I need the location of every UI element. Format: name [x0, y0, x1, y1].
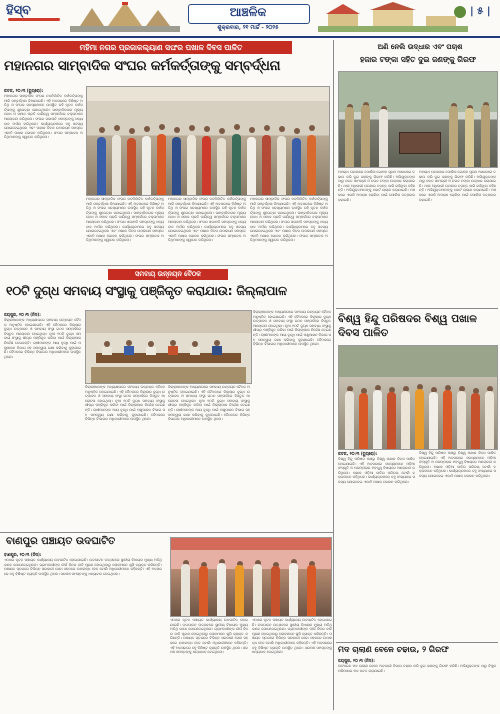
story3-body-col2: ଜିଲ୍ଲାପାଳଙ୍କ ଅଧ୍ୟକ୍ଷତାରେ ସମବାୟ ଉନ୍ନୟନ ବୈଠକ ଅନୁଷ୍ଠିତ ହୋଇଯାଇଛି। ଏହି ବୈଠକରେ ଜିଲ୍ଲାର ଦୁଗ୍ଧ ଉତ୍ପାଦନ ଓ ସମବାୟ ସଂସ୍ଥା ଗଠନ ସମ୍ପର୍କରେ ବିସ୍ତୃତ ଆଲୋଚନା ହୋଇଥିଲା। ନୂଆ ୧୦ଟି ଦୁଗ୍ଧ ସମବାୟ ସଂସ୍ଥାକୁ ଶୀଘ୍ର ପଞ୍ଜିକୃତ କରିବା ପାଇଁ ଜିଲ୍ଲାପାଳ ନିର୍ଦ୍ଦେଶ ଦେଇଛନ୍ତି। ଚାଷୀମାନଙ୍କ ଆୟ ବୃଦ୍ଧି ପାଇଁ ପଶୁପାଳନ ବିଭାଗ ସହ ସମନ୍ୱୟ ରକ୍ଷା କରିବାକୁ କୁହାଯାଇଛି। ବୈଠକରେ ବିଭିନ୍ନ ବିଭାଗର ଅଧିକାରୀମାନେ ଉପସ୍ଥିତ ଥିଲେ। [85, 385, 165, 422]
section-divider-4 [336, 642, 498, 643]
story4-group-photo [338, 345, 498, 450]
story4-body-col2: ବିଶ୍ୱ ହିନ୍ଦୁ ପରିଷଦ ପକ୍ଷରୁ ବିଶ୍ୱ ପଖାଳ ଦିବସ ପାଳିତ ହୋଇଯାଇଛି। ଏହି ଅବସରରେ ସଦସ୍ୟମାନେ ଓଡ଼ିଆ ସଂସ୍କୃତି ଓ ପରମ୍ପରାର ମହତ୍ତ୍ୱ ବିଷୟରେ ଆଲୋଚନା କରିଥିଲେ। ପଖାଳ ଓଡ଼ିଆ ଜାତିର ପରିଚୟ ବୋଲି ବକ୍ତାମାନେ କହିଥିଲେ। କାର୍ଯ୍ୟକ୍ରମରେ ବହୁ ସଂଖ୍ୟାରେ ସଦସ୍ୟ ଯୋଗଦେଇ ଏକାଠି ପଖାଳ ଭୋଜନ କରିଥିଲେ। [419, 451, 496, 478]
story5-body-col3: ଏଠାରେ ନୂତନ ପଞ୍ଚାୟତ କାର୍ଯ୍ୟାଳୟ ଉଦଘାଟିତ ହୋଇଯାଇଛି। ଉଦଘାଟନ ଉତ୍ସବରେ ସ୍ଥାନୀୟ ବିଧାୟକ ମୁଖ୍ୟ ଅତିଥି ଭାବେ ଯୋଗଦେଇଥିଲେ। ଗ୍ରାମବାସୀଙ୍କ ଦୀର୍ଘ ଦିନର ଦାବି ପୂରଣ ହୋଇଥିବାରୁ ଲୋକମାନେ ଖୁସି ବ୍ୟକ୍ତ କରିଛନ୍ତି। ପଞ୍ଚାୟତ ସ୍ତରରେ ବିଭିନ୍ନ ସରକାରୀ ସେବା ସହଜରେ ଉପଲବ୍ଧ ହେବ ବୋଲି ଅଧିକାରୀମାନେ କହିଛନ୍ତି। ଏହି ଅବସରରେ ବହୁ ବିଶିଷ୍ଟ ବ୍ୟକ୍ତି ଉପସ୍ଥିତ ଥିଲେ। ସରପଞ୍ଚ ସମସ୍ତଙ୍କୁ ଧନ୍ୟବାଦ ଦେଇଥିଲେ। [252, 618, 332, 655]
story2-body-col2: ଅପରାଧ ଘଟଣାରେ ପୋଲିସ ଗୋପନ ସୂଚନା ଆଧାରରେ ଚଢାଉ କରି ଦୁଇ ଜଣଙ୍କୁ ଗିରଫ କରିଛି। ଅଭିଯୁକ୍ତଙ୍କ ଠାରୁ ଜବତ ସାମଗ୍ରୀ ଓ ନଗଦ ଟଙ୍କା ଉଦ୍ଧାର କରାଯାଇଛି। ଥାନା ଅଧିକାରୀ ଘଟଣାର ତଦନ୍ତ ଜାରି ରଖିଥିବା କହିଛନ୍ତି। ଅଭିଯୁକ୍ତମାନଙ୍କୁ କୋର୍ଟ ଚାଲାଣ କରାଯାଇଛି। ଅଞ୍ଚଳରେ ଏଭଳି ଅପରାଧ ରୋକିବା ପାଇଁ ପୋଲିସ ତତ୍ପରତା ବଢାଇଛି। [419, 170, 496, 202]
page-number: | ୫ | [470, 6, 491, 17]
story1-group-photo [86, 86, 330, 196]
section-divider-3 [0, 532, 333, 533]
story4-body-col1: ବିଶ୍ୱ ହିନ୍ଦୁ ପରିଷଦ ପକ୍ଷରୁ ବିଶ୍ୱ ପଖାଳ ଦିବସ ପାଳିତ ହୋଇଯାଇଛି। ଏହି ଅବସରରେ ସଦସ୍ୟମାନେ ଓଡ଼ିଆ ସଂସ୍କୃତି ଓ ପରମ୍ପରାର ମହତ୍ତ୍ୱ ବିଷୟରେ ଆଲୋଚନା କରିଥିଲେ। ପଖାଳ ଓଡ଼ିଆ ଜାତିର ପରିଚୟ ବୋଲି ବକ୍ତାମାନେ କହିଥିଲେ। କାର୍ଯ୍ୟକ୍ରମରେ ବହୁ ସଂଖ୍ୟାରେ ସଦସ୍ୟ ଯୋଗଦେଇ ଏକାଠି ପଖାଳ ଭୋଜନ କରିଥିଲେ। [338, 457, 415, 484]
story1-banner-text: ମହିମା ନଗର ପ୍ରଜାକଲ୍ୟାଣ ସଙ୍ଘର ପଖାଳ ଦିବସ ପାଳିତ [79, 43, 243, 52]
story3-body-col1: ଜିଲ୍ଲାପାଳଙ୍କ ଅଧ୍ୟକ୍ଷତାରେ ସମବାୟ ଉନ୍ନୟନ ବୈଠକ ଅନୁଷ୍ଠିତ ହୋଇଯାଇଛି। ଏହି ବୈଠକରେ ଜିଲ୍ଲାର ଦୁଗ୍ଧ ଉତ୍ପାଦନ ଓ ସମବାୟ ସଂସ୍ଥା ଗଠନ ସମ୍ପର୍କରେ ବିସ୍ତୃତ ଆଲୋଚନା ହୋଇଥିଲା। ନୂଆ ୧୦ଟି ଦୁଗ୍ଧ ସମବାୟ ସଂସ୍ଥାକୁ ଶୀଘ୍ର ପଞ୍ଜିକୃତ କରିବା ପାଇଁ ଜିଲ୍ଲାପାଳ ନିର୍ଦ୍ଦେଶ ଦେଇଛନ୍ତି। ଚାଷୀମାନଙ୍କ ଆୟ ବୃଦ୍ଧି ପାଇଁ ପଶୁପାଳନ ବିଭାଗ ସହ ସମନ୍ୱୟ ରକ୍ଷା କରିବାକୁ କୁହାଯାଇଛି। ବୈଠକରେ ବିଭିନ୍ନ ବିଭାଗର ଅଧିକାରୀମାନେ ଉପସ୍ଥିତ ଥିଲେ। [4, 318, 81, 359]
masthead-rule [0, 36, 500, 38]
section-divider-1 [0, 265, 333, 266]
story2-headline: ହଜାର ଟଙ୍କା ସହିତ ଦୁଇ ଜଣଙ୍କୁ ଗିରଫ [360, 55, 476, 64]
story6-headline: ମଦ ଚାଲାଣ ବେଳେ ଚଢାଉ, ୨ ଗିରଫ [338, 645, 449, 654]
story1-headline: ମହାନଗର ସାମ୍ବାଦିକ ସଂଘର କର୍ମକର୍ତ୍ତାଙ୍କୁ ସମ୍ବର୍ଦ୍ଧନା [4, 58, 281, 74]
story3-headline: ୧୦ଟି ଦୁଗ୍ଧ ସମବାୟ ସଂସ୍ଥାକୁ ପଞ୍ଜିକୃତ କରାଯାଉ: ଜିଲ୍ଲାପାଳ [6, 283, 287, 298]
story5-body-col2: ଏଠାରେ ନୂତନ ପଞ୍ଚାୟତ କାର୍ଯ୍ୟାଳୟ ଉଦଘାଟିତ ହୋଇଯାଇଛି। ଉଦଘାଟନ ଉତ୍ସବରେ ସ୍ଥାନୀୟ ବିଧାୟକ ମୁଖ୍ୟ ଅତିଥି ଭାବେ ଯୋଗଦେଇଥିଲେ। ଗ୍ରାମବାସୀଙ୍କ ଦୀର୍ଘ ଦିନର ଦାବି ପୂରଣ ହୋଇଥିବାରୁ ଲୋକମାନେ ଖୁସି ବ୍ୟକ୍ତ କରିଛନ୍ତି। ପଞ୍ଚାୟତ ସ୍ତରରେ ବିଭିନ୍ନ ସରକାରୀ ସେବା ସହଜରେ ଉପଲବ୍ଧ ହେବ ବୋଲି ଅଧିକାରୀମାନେ କହିଛନ୍ତି। ଏହି ଅବସରରେ ବହୁ ବିଶିଷ୍ଟ ବ୍ୟକ୍ତି ଉପସ୍ଥିତ ଥିଲେ। ସରପଞ୍ଚ ସମସ୍ତଙ୍କୁ ଧନ୍ୟବାଦ ଦେଇଥିଲେ। [170, 618, 248, 655]
story2-body-col1: ଅପରାଧ ଘଟଣାରେ ପୋଲିସ ଗୋପନ ସୂଚନା ଆଧାରରେ ଚଢାଉ କରି ଦୁଇ ଜଣଙ୍କୁ ଗିରଫ କରିଛି। ଅଭିଯୁକ୍ତଙ୍କ ଠାରୁ ଜବତ ସାମଗ୍ରୀ ଓ ନଗଦ ଟଙ୍କା ଉଦ୍ଧାର କରାଯାଇଛି। ଥାନା ଅଧିକାରୀ ଘଟଣାର ତଦନ୍ତ ଜାରି ରଖିଥିବା କହିଛନ୍ତି। ଅଭିଯୁକ୍ତମାନଙ୍କୁ କୋର୍ଟ ଚାଲାଣ କରାଯାଇଛି। ଅଞ୍ଚଳରେ ଏଭଳି ଅପରାଧ ରୋକିବା ପାଇଁ ପୋଲିସ ତତ୍ପରତା ବଢାଇଛି। [338, 170, 415, 202]
story1-body-col3: ମହାନଗର ସାମ୍ବାଦିକ ସଂଘର ନବନିର୍ବାଚିତ କର୍ମକର୍ତ୍ତାଙ୍କୁ ଆଜି ସମ୍ବର୍ଦ୍ଧନା ଦିଆଯାଇଛି। ଏହି ଅବସରରେ ବିଶିଷ୍ଟ ଅତିଥି ଓ ସଂଘର ସଦସ୍ୟମାନେ ଉପସ୍ଥିତ ରହି ନୂତନ କର୍ମକର୍ତ୍ତାଙ୍କୁ ଶୁଭେଚ୍ଛା ଜଣାଇଥିଲେ। ସାମ୍ବାଦିକତାର ମୂଲ୍ୟବୋଧ ଓ ସମାଜ ପ୍ରତି ଦାୟିତ୍ୱ ସମ୍ପର୍କରେ ବକ୍ତାମାନେ ଆଲୋଚନା କରିଥିଲେ। ସଂଘର ସଭାପତି ସମସ୍ତଙ୍କୁ ଧନ୍ୟବାଦ ଅର୍ପଣ କରିଥିଲେ। କାର୍ଯ୍ୟକ୍ରମରେ ବହୁ ସଦସ୍ୟ ଯୋଗଦେଇଥିଲେ ଏବଂ ପଖାଳ ଦିବସ ଉପଲକ୍ଷେ ସମସ୍ତେ ଏକାଠି ପଖାଳ ଭୋଜନ କରିଥିଲେ। ସଂଘର ସମ୍ପାଦକ ଅତିଥିମାନଙ୍କୁ ସ୍ୱାଗତ କରିଥିଲେ। [168, 197, 246, 243]
issue-date: ଶୁକ୍ରବାର, ୨୧ ମାର୍ଚ୍ଚ - ୨୦୨୫ [217, 25, 279, 31]
story5-headline: ବାଣପୁର ପଞ୍ଚାୟତ ଉଦଘାଟିତ [6, 536, 116, 547]
masthead [0, 0, 500, 36]
story1-body-col4: ମହାନଗର ସାମ୍ବାଦିକ ସଂଘର ନବନିର୍ବାଚିତ କର୍ମକର୍ତ୍ତାଙ୍କୁ ଆଜି ସମ୍ବର୍ଦ୍ଧନା ଦିଆଯାଇଛି। ଏହି ଅବସରରେ ବିଶିଷ୍ଟ ଅତିଥି ଓ ସଂଘର ସଦସ୍ୟମାନେ ଉପସ୍ଥିତ ରହି ନୂତନ କର୍ମକର୍ତ୍ତାଙ୍କୁ ଶୁଭେଚ୍ଛା ଜଣାଇଥିଲେ। ସାମ୍ବାଦିକତାର ମୂଲ୍ୟବୋଧ ଓ ସମାଜ ପ୍ରତି ଦାୟିତ୍ୱ ସମ୍ପର୍କରେ ବକ୍ତାମାନେ ଆଲୋଚନା କରିଥିଲେ। ସଂଘର ସଭାପତି ସମସ୍ତଙ୍କୁ ଧନ୍ୟବାଦ ଅର୍ପଣ କରିଥିଲେ। କାର୍ଯ୍ୟକ୍ରମରେ ବହୁ ସଦସ୍ୟ ଯୋଗଦେଇଥିଲେ ଏବଂ ପଖାଳ ଦିବସ ଉପଲକ୍ଷେ ସମସ୍ତେ ଏକାଠି ପଖାଳ ଭୋଜନ କରିଥିଲେ। ସଂଘର ସମ୍ପାଦକ ଅତିଥିମାନଙ୍କୁ ସ୍ୱାଗତ କରିଥିଲେ। [250, 197, 328, 243]
vertical-divider [333, 40, 334, 310]
story2-banner: ଅଣି ନେଲି ଉଦ୍ଧାର ଏବଂ ପଚାଶ [377, 43, 463, 51]
story5-dateline: ବାଣପୁର, ୨୦।୩ (ନିସ): [4, 552, 42, 557]
story1-dateline: କଟକ, ୨୦।୩ (ବ୍ୟୁରୋ): [4, 88, 44, 93]
story6-dateline: ଜୟପୁର, ୨୦।୩ (ନିସ): [338, 658, 375, 663]
story3-body-col3: ଜିଲ୍ଲାପାଳଙ୍କ ଅଧ୍ୟକ୍ଷତାରେ ସମବାୟ ଉନ୍ନୟନ ବୈଠକ ଅନୁଷ୍ଠିତ ହୋଇଯାଇଛି। ଏହି ବୈଠକରେ ଜିଲ୍ଲାର ଦୁଗ୍ଧ ଉତ୍ପାଦନ ଓ ସମବାୟ ସଂସ୍ଥା ଗଠନ ସମ୍ପର୍କରେ ବିସ୍ତୃତ ଆଲୋଚନା ହୋଇଥିଲା। ନୂଆ ୧୦ଟି ଦୁଗ୍ଧ ସମବାୟ ସଂସ୍ଥାକୁ ଶୀଘ୍ର ପଞ୍ଜିକୃତ କରିବା ପାଇଁ ଜିଲ୍ଲାପାଳ ନିର୍ଦ୍ଦେଶ ଦେଇଛନ୍ତି। ଚାଷୀମାନଙ୍କ ଆୟ ବୃଦ୍ଧି ପାଇଁ ପଶୁପାଳନ ବିଭାଗ ସହ ସମନ୍ୱୟ ରକ୍ଷା କରିବାକୁ କୁହାଯାଇଛି। ବୈଠକରେ ବିଭିନ୍ନ ବିଭାଗର ଅଧିକାରୀମାନେ ଉପସ୍ଥିତ ଥିଲେ। [168, 385, 250, 422]
story3-body-col4: ଜିଲ୍ଲାପାଳଙ୍କ ଅଧ୍ୟକ୍ଷତାରେ ସମବାୟ ଉନ୍ନୟନ ବୈଠକ ଅନୁଷ୍ଠିତ ହୋଇଯାଇଛି। ଏହି ବୈଠକରେ ଜିଲ୍ଲାର ଦୁଗ୍ଧ ଉତ୍ପାଦନ ଓ ସମବାୟ ସଂସ୍ଥା ଗଠନ ସମ୍ପର୍କରେ ବିସ୍ତୃତ ଆଲୋଚନା ହୋଇଥିଲା। ନୂଆ ୧୦ଟି ଦୁଗ୍ଧ ସମବାୟ ସଂସ୍ଥାକୁ ଶୀଘ୍ର ପଞ୍ଜିକୃତ କରିବା ପାଇଁ ଜିଲ୍ଲାପାଳ ନିର୍ଦ୍ଦେଶ ଦେଇଛନ୍ତି। ଚାଷୀମାନଙ୍କ ଆୟ ବୃଦ୍ଧି ପାଇଁ ପଶୁପାଳନ ବିଭାଗ ସହ ସମନ୍ୱୟ ରକ୍ଷା କରିବାକୁ କୁହାଯାଇଛି। ବୈଠକରେ ବିଭିନ୍ନ ବିଭାଗର ଅଧିକାରୀମାନେ ଉପସ୍ଥିତ ଥିଲେ। [253, 310, 331, 347]
story4-dateline: କଟକ, ୨୦।୩ (ବ୍ୟୁରୋ): [338, 451, 378, 456]
story3-meeting-photo [85, 310, 252, 384]
story6-body: ବେଆଇନ ମଦ ଚାଲାଣ ବେଳେ ଅବକାରୀ ବିଭାଗ ଚଢାଉ କରି ଦୁଇ ଜଣଙ୍କୁ ଗିରଫ କରିଛି। ଅଭିଯୁକ୍ତଙ୍କ ଠାରୁ ବିପୁଳ ପରିମାଣର ମଦ ଜବତ କରାଯାଇଛି। [338, 664, 496, 673]
story4-headline: ବିଶ୍ୱ ହିନ୍ଦୁ ପରିଷଦର ବିଶ୍ୱ ପଖାଳ ଦିବସ ପାଳିତ [338, 313, 477, 339]
story2-police-photo [338, 71, 498, 168]
section-divider-2 [336, 308, 498, 309]
masthead-logo: ହିସ୍‌ବ [6, 3, 31, 18]
story5-body-col1: ଏଠାରେ ନୂତନ ପଞ୍ଚାୟତ କାର୍ଯ୍ୟାଳୟ ଉଦଘାଟିତ ହୋଇଯାଇଛି। ଉଦଘାଟନ ଉତ୍ସବରେ ସ୍ଥାନୀୟ ବିଧାୟକ ମୁଖ୍ୟ ଅତିଥି ଭାବେ ଯୋଗଦେଇଥିଲେ। ଗ୍ରାମବାସୀଙ୍କ ଦୀର୍ଘ ଦିନର ଦାବି ପୂରଣ ହୋଇଥିବାରୁ ଲୋକମାନେ ଖୁସି ବ୍ୟକ୍ତ କରିଛନ୍ତି। ପଞ୍ଚାୟତ ସ୍ତରରେ ବିଭିନ୍ନ ସରକାରୀ ସେବା ସହଜରେ ଉପଲବ୍ଧ ହେବ ବୋଲି ଅଧିକାରୀମାନେ କହିଛନ୍ତି। ଏହି ଅବସରରେ ବହୁ ବିଶିଷ୍ଟ ବ୍ୟକ୍ତି ଉପସ୍ଥିତ ଥିଲେ। ସରପଞ୍ଚ ସମସ୍ତଙ୍କୁ ଧନ୍ୟବାଦ ଦେଇଥିଲେ। [4, 558, 162, 576]
temple-illustration-left [70, 2, 180, 32]
vertical-divider-lower [333, 310, 334, 710]
section-title: ଆଞ୍ଚଳିକ [229, 5, 267, 19]
story1-body-col2: ମହାନଗର ସାମ୍ବାଦିକ ସଂଘର ନବନିର୍ବାଚିତ କର୍ମକର୍ତ୍ତାଙ୍କୁ ଆଜି ସମ୍ବର୍ଦ୍ଧନା ଦିଆଯାଇଛି। ଏହି ଅବସରରେ ବିଶିଷ୍ଟ ଅତିଥି ଓ ସଂଘର ସଦସ୍ୟମାନେ ଉପସ୍ଥିତ ରହି ନୂତନ କର୍ମକର୍ତ୍ତାଙ୍କୁ ଶୁଭେଚ୍ଛା ଜଣାଇଥିଲେ। ସାମ୍ବାଦିକତାର ମୂଲ୍ୟବୋଧ ଓ ସମାଜ ପ୍ରତି ଦାୟିତ୍ୱ ସମ୍ପର୍କରେ ବକ୍ତାମାନେ ଆଲୋଚନା କରିଥିଲେ। ସଂଘର ସଭାପତି ସମସ୍ତଙ୍କୁ ଧନ୍ୟବାଦ ଅର୍ପଣ କରିଥିଲେ। କାର୍ଯ୍ୟକ୍ରମରେ ବହୁ ସଦସ୍ୟ ଯୋଗଦେଇଥିଲେ ଏବଂ ପଖାଳ ଦିବସ ଉପଲକ୍ଷେ ସମସ୍ତେ ଏକାଠି ପଖାଳ ଭୋଜନ କରିଥିଲେ। ସଂଘର ସମ୍ପାଦକ ଅତିଥିମାନଙ୍କୁ ସ୍ୱାଗତ କରିଥିଲେ। [86, 197, 164, 243]
temple-illustration-right [318, 2, 468, 32]
story3-banner-text: ସମବାୟ ଉନ୍ନୟନ ବୈଠକ [135, 270, 201, 278]
logo-swoosh [8, 18, 60, 21]
story3-dateline: ଜୟପୁର, ୨୦।୩ (ନିସ): [4, 312, 41, 317]
story5-inauguration-photo [170, 537, 332, 617]
story1-body-col1: ମହାନଗର ସାମ୍ବାଦିକ ସଂଘର ନବନିର୍ବାଚିତ କର୍ମକର୍ତ୍ତାଙ୍କୁ ଆଜି ସମ୍ବର୍ଦ୍ଧନା ଦିଆଯାଇଛି। ଏହି ଅବସରରେ ବିଶିଷ୍ଟ ଅତିଥି ଓ ସଂଘର ସଦସ୍ୟମାନେ ଉପସ୍ଥିତ ରହି ନୂତନ କର୍ମକର୍ତ୍ତାଙ୍କୁ ଶୁଭେଚ୍ଛା ଜଣାଇଥିଲେ। ସାମ୍ବାଦିକତାର ମୂଲ୍ୟବୋଧ ଓ ସମାଜ ପ୍ରତି ଦାୟିତ୍ୱ ସମ୍ପର୍କରେ ବକ୍ତାମାନେ ଆଲୋଚନା କରିଥିଲେ। ସଂଘର ସଭାପତି ସମସ୍ତଙ୍କୁ ଧନ୍ୟବାଦ ଅର୍ପଣ କରିଥିଲେ। କାର୍ଯ୍ୟକ୍ରମରେ ବହୁ ସଦସ୍ୟ ଯୋଗଦେଇଥିଲେ ଏବଂ ପଖାଳ ଦିବସ ଉପଲକ୍ଷେ ସମସ୍ତେ ଏକାଠି ପଖାଳ ଭୋଜନ କରିଥିଲେ। ସଂଘର ସମ୍ପାଦକ ଅତିଥିମାନଙ୍କୁ ସ୍ୱାଗତ କରିଥିଲେ। [4, 94, 83, 140]
